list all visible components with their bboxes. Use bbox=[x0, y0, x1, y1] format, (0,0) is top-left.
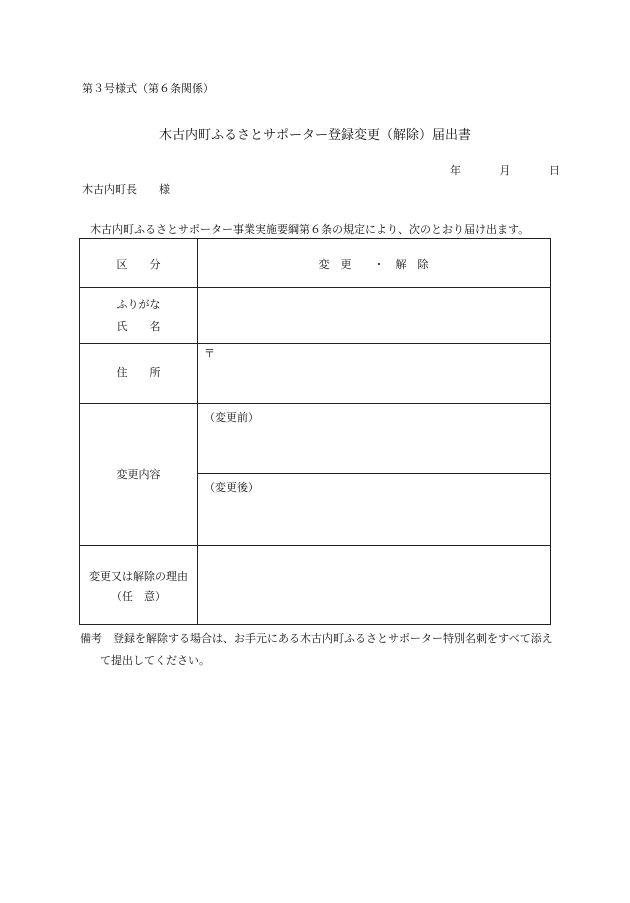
address-field[interactable] bbox=[198, 344, 550, 403]
date-month-label: 月 bbox=[499, 164, 511, 177]
reason-field[interactable] bbox=[198, 546, 550, 624]
addressee: 木古内町長 様 bbox=[82, 183, 170, 196]
date-year-label: 年 bbox=[450, 164, 461, 177]
remarks-line-2: て提出してください。 bbox=[100, 654, 210, 667]
postal-mark: 〒 bbox=[204, 347, 215, 360]
name-field[interactable] bbox=[198, 288, 550, 343]
form-table bbox=[79, 238, 551, 625]
form-number: 第３号様式（第６条関係） bbox=[82, 82, 214, 95]
intro-text: 木古内町ふるさとサポーター事業実施要綱第６条の規定により、次のとおり届け出ます。 bbox=[90, 223, 530, 236]
date-day-label: 日 bbox=[549, 164, 560, 177]
change-content-label: 変更内容 bbox=[116, 468, 161, 481]
reason-optional-label: （任 意） bbox=[111, 590, 166, 603]
before-change-label: （変更前） bbox=[204, 411, 259, 424]
furigana-label: ふりがな bbox=[116, 298, 161, 311]
name-label: 氏 名 bbox=[116, 320, 161, 333]
before-change-field[interactable] bbox=[198, 404, 550, 473]
address-label: 住 所 bbox=[116, 366, 161, 379]
header-category: 区 分 bbox=[116, 258, 161, 271]
document-title: 木古内町ふるさとサポーター登録変更（解除）届出書 bbox=[158, 128, 471, 143]
remarks-line-1: 備考 登録を解除する場合は、お手元にある木古内町ふるさとサポーター特別名刺をすべて添え bbox=[80, 632, 553, 645]
header-change-cancel: 変 更 ・ 解 除 bbox=[318, 258, 429, 271]
date-line bbox=[450, 162, 560, 178]
after-change-label: （変更後） bbox=[204, 481, 259, 494]
reason-label: 変更又は解除の理由 bbox=[89, 570, 188, 583]
after-change-field[interactable] bbox=[198, 474, 550, 545]
